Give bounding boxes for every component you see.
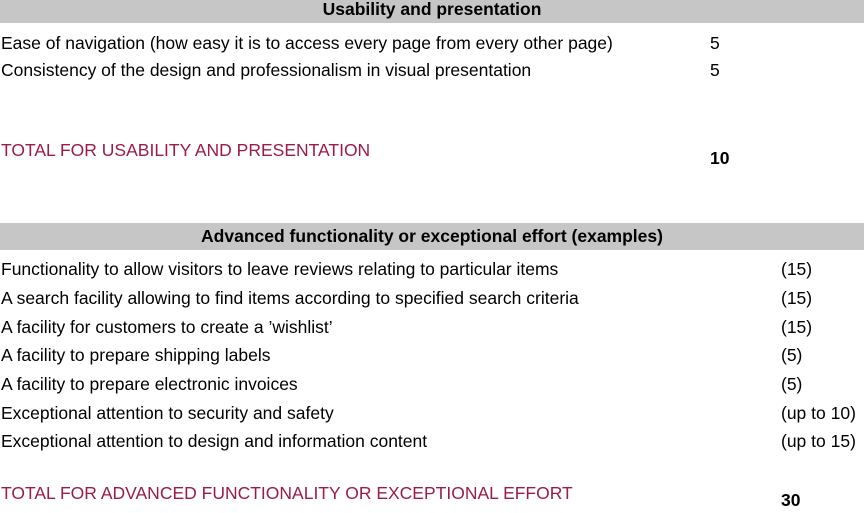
advanced-row-search: [0, 285, 864, 311]
advanced-row-label: Exceptional attention to design and information content: [1, 431, 428, 451]
usability-row-points: 5: [710, 33, 720, 53]
advanced-row-label: A facility for customers to create a ’wishlist’: [1, 317, 333, 337]
advanced-row-points: (15): [781, 259, 813, 279]
advanced-row-label: Functionality to allow visitors to leave reviews relating to particular items: [1, 259, 559, 279]
usability-row-label: Consistency of the design and professionalism in visual presentation: [1, 60, 532, 80]
advanced-row-points: (up to 15): [781, 431, 856, 451]
advanced-row-points: (5): [781, 345, 803, 365]
usability-row-label: Ease of navigation (how easy it is to access every page from every other page): [1, 33, 613, 53]
usability-row-points: 5: [710, 60, 720, 80]
advanced-row-points: (5): [781, 374, 803, 394]
advanced-row-points: (up to 10): [781, 403, 856, 423]
usability-row-consistency: [0, 57, 864, 83]
advanced-row-wishlist: [0, 314, 864, 340]
usability-total-label: TOTAL FOR USABILITY AND PRESENTATION: [1, 140, 371, 160]
advanced-row-design: [0, 428, 864, 454]
advanced-total-label: TOTAL FOR ADVANCED FUNCTIONALITY OR EXCEPTIONAL EFFORT: [1, 483, 573, 503]
advanced-row-label: A facility to prepare shipping labels: [1, 345, 271, 365]
advanced-row-points: (15): [781, 288, 813, 308]
advanced-row-shipping: [0, 342, 864, 368]
advanced-row-label: A search facility allowing to find items according to specified search criteria: [1, 288, 579, 308]
advanced-total-value: 30: [781, 490, 801, 510]
advanced-row-security: [0, 400, 864, 426]
usability-row-navigation: [0, 30, 864, 56]
advanced-row-label: A facility to prepare electronic invoices: [1, 374, 298, 394]
advanced-row-label: Exceptional attention to security and safety: [1, 403, 334, 423]
usability-total-value: 10: [710, 148, 730, 168]
advanced-row-points: (15): [781, 317, 813, 337]
advanced-section-header: Advanced functionality or exceptional effort (examples): [0, 223, 864, 250]
advanced-row-invoices: [0, 371, 864, 397]
usability-section-header: Usability and presentation: [0, 0, 864, 23]
advanced-row-reviews: [0, 256, 864, 282]
